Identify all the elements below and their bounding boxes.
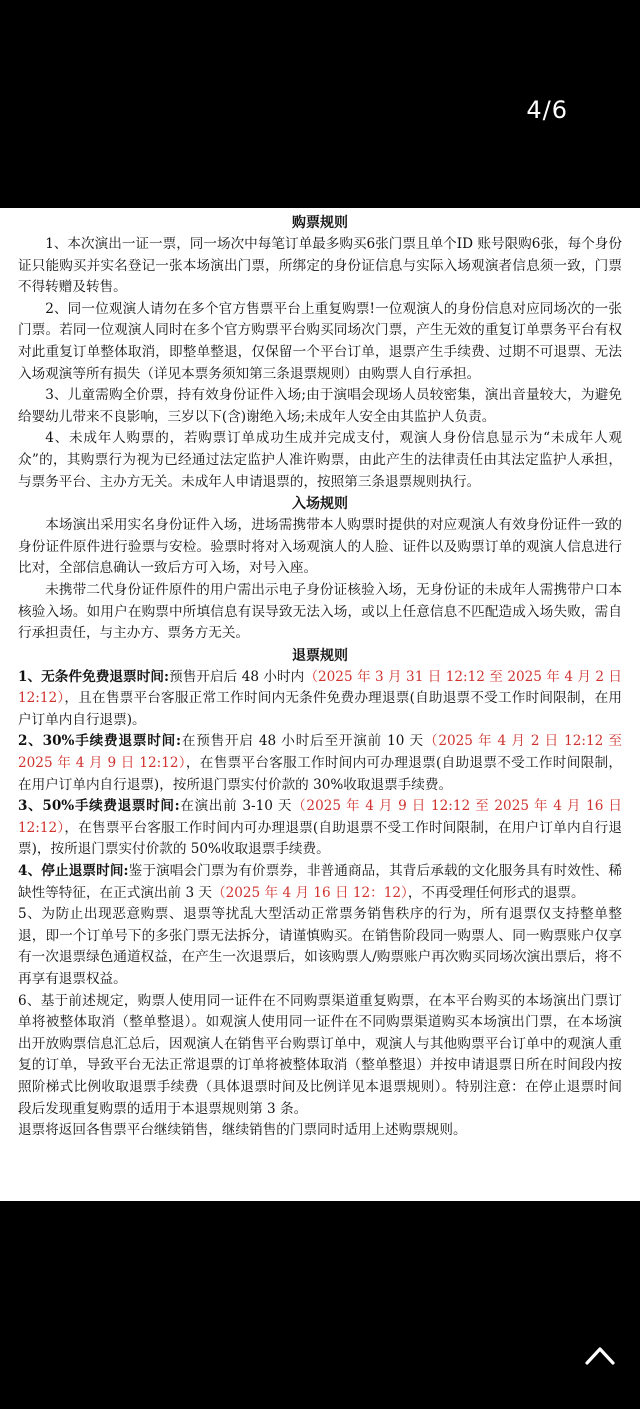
refund-rule-label: 4、停止退票时间: bbox=[18, 863, 129, 880]
refund-rule-5: 5、为防止出现恶意购票、退票等扰乱大型活动正常票务销售秩序的行为，所有退票仅支持整单整退，即一个订单号下的多张门票无法拆分，请谨慎购买。在销售阶段同一购票人、同一购票账户仅享有一次退票绿色通道权益，在产生一次退票后，如该购票人/购票账户再次购买同场次演出票后，将不再享有退票权益。 bbox=[18, 906, 622, 987]
document-page bbox=[0, 208, 640, 1201]
refund-rule-2 bbox=[18, 731, 622, 796]
purchase-rule-4: 4、未成年人购票的，若购票订单成功生成并完成支付，观演人身份信息显示为“未成年人观众”的，其购票行为视为已经通过法定监护人准许购票，由此产生的法律责任由其法定监护人承担，与票务平台、主办方无关。未成年人申请退票的，按照第三条退票规则执行。 bbox=[18, 430, 622, 490]
refund-rule-6: 6、基于前述规定，购票人使用同一证件在不同购票渠道重复购票，在本平台购买的本场演出门票订单将被整体取消（整单整退）。如观演人使用同一证件在不同购票渠道购买本场演出门票，在本场演出开放购票信息汇总后，因观演人在销售平台购票订单中，观演人与其他购票平台订单中的观演人重复的订单，导致平台无法正常退票的订单将被整体取消（整单整退）并按申请退票日所在时间段内按照阶梯式比例收取退票手续费（具体退票时间及比例详见本退票规则）。特别注意：在停止退票时间段后发现重复购票的适用于本退票规则第 3 条。 bbox=[18, 992, 622, 1117]
page-counter: 4/6 bbox=[526, 96, 568, 124]
refund-rule-1 bbox=[18, 667, 622, 732]
refund-rule-text: ，在售票平台客服工作时间内可办理退票(自助退票不受工作时间限制，在用户订单内自行退票)，按所退门票实付价款的 50%收取退票手续费。 bbox=[18, 819, 622, 858]
refund-rule-period: （2025 年 4 月 2 日 12:12 至 2025 年 4 月 9 日 12:12） bbox=[18, 733, 622, 772]
refund-rule-label: 3、50%手续费退票时间: bbox=[18, 798, 180, 815]
refund-rule-text: ，且在售票平台客服正常工作时间内无条件免费办理退票(自助退票不受工作时间限制，在用户订单内自行退票)。 bbox=[18, 690, 622, 728]
purchase-rule-2: 2、同一位观演人请勿在多个官方售票平台上重复购票!一位观演人的身份信息对应同场次的一张门票。若同一位观演人同时在多个官方购票平台购买同场次门票，产生无效的重复订单票务平台有权对此重复订单整体取消，即整单整退，仅保留一个平台订单，退票产生手续费、过期不可退票、无法入场观演等所有损失（详见本票务须知第三条退票规则）由购票人自行承担。 bbox=[18, 300, 622, 382]
refund-rule-period: （2025 年 4 月 16 日 12：12） bbox=[212, 884, 408, 901]
refund-rule-period: （2025 年 4 月 9 日 12:12 至 2025 年 4 月 16 日 12:12） bbox=[18, 798, 622, 836]
refund-rule-text: 鉴于演唱会门票为有价票券，非普通商品，其背后承载的文化服务具有时效性、稀缺性等特征，在正式演出前 3 天 bbox=[18, 863, 622, 901]
refund-rule-period: （2025 年 3 月 31 日 12:12 至 2025 年 4 月 2 日 12:12） bbox=[18, 668, 622, 707]
section-title-entry: 入场规则 bbox=[292, 496, 348, 513]
refund-rule-text: ，不再受理任何形式的退票。 bbox=[407, 884, 585, 901]
section-title-purchase: 购票规则 bbox=[292, 215, 348, 231]
refund-rule-text: 在预售开启 48 小时后至开演前 10 天 bbox=[181, 733, 424, 750]
chevron-up-icon[interactable] bbox=[584, 1344, 616, 1366]
refund-rule-text: 在演出前 3-10 天 bbox=[179, 798, 293, 815]
refund-rule-text: ，在售票平台客服工作时间内可办理退票(自助退票不受工作时间限制，在用户订单内自行退票)，按所退门票实付价款的 30%收取退票手续费。 bbox=[18, 755, 622, 793]
refund-rule-4 bbox=[18, 861, 622, 904]
purchase-rule-1: 1、本次演出一证一票，同一场次中每笔订单最多购买6张门票且单个ID 账号限购6张，每个身份证只能购买并实名登记一张本场演出门票，所绑定的身份证信息与实际入场观演者信息须一致，门票不得转赠及转售。 bbox=[18, 236, 622, 296]
refund-rule-7: 退票将返回各售票平台继续销售，继续销售的门票同时适用上述购票规则。 bbox=[18, 1122, 467, 1139]
refund-rule-text: 预售开启后 48 小时内 bbox=[169, 668, 305, 685]
refund-rule-label: 1、无条件免费退票时间: bbox=[18, 668, 170, 685]
purchase-rule-3: 3、儿童需购全价票，持有效身份证件入场;由于演唱会现场人员较密集，演出音量较大，为避免给婴幼儿带来不良影响，三岁以下(含)谢绝入场;未成年人安全由其监护人负责。 bbox=[18, 387, 622, 425]
section-title-refund: 退票规则 bbox=[292, 647, 348, 664]
entry-rule-2: 未携带二代身份证件原件的用户需出示电子身份证核验入场，无身份证的未成年人需携带户口本核验入场。如用户在购票中所填信息有误导致无法入场，或以上任意信息不匹配造成入场失败，需自行承担责任，与主办方、票务方无关。 bbox=[18, 581, 622, 642]
entry-rule-1: 本场演出采用实名身份证件入场，进场需携带本人购票时提供的对应观演人有效身份证件一致的身份证件原件进行验票与安检。验票时将对入场观演人的人脸、证件以及购票订单的观演人信息进行比对，全部信息确认一致后方可入场，对号入座。 bbox=[18, 517, 622, 577]
refund-rule-label: 2、30%手续费退票时间: bbox=[18, 733, 182, 750]
refund-rule-3 bbox=[18, 796, 622, 861]
